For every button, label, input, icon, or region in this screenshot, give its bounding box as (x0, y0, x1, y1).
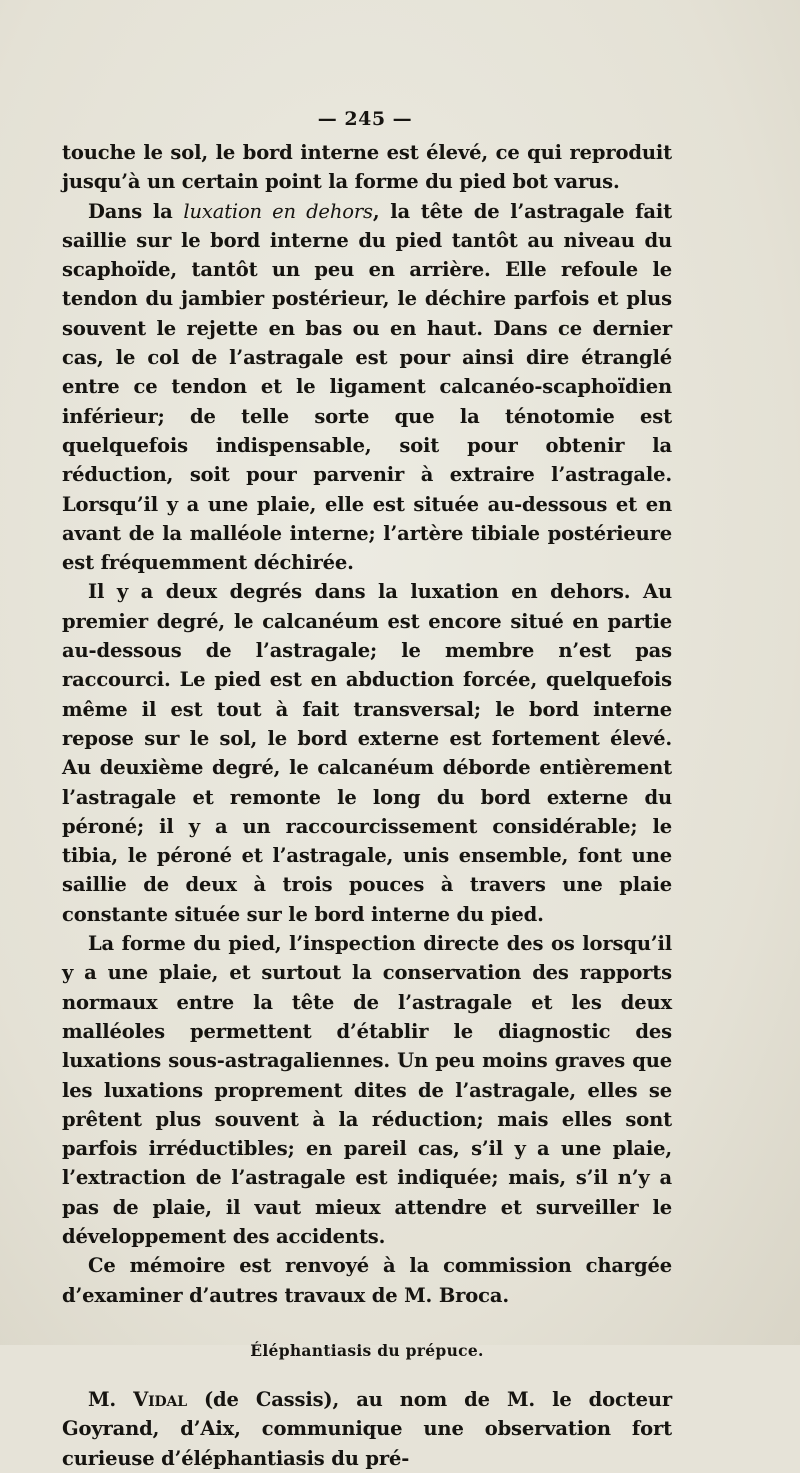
speaker-name: M. Vidal (88, 1388, 187, 1412)
paragraph-1: touche le sol, le bord interne est élevé, ce qui reproduit jusqu’à un certain point la forme du pied bot varus. (62, 141, 672, 194)
paragraph-2-rest: , la tête de l’astragale fait saillie sur le bord interne du pied tantôt au niveau du scaphoïde, tantôt un peu en arrière. Elle refoule le tendon du jambier postérieur, le déchire parfois et plus souvent le rejette en bas ou en haut. Dans ce dernier cas, le col de l’astragale est pour ainsi dire étranglé entre ce tendon et le ligament calcanéo-scaphoïdien inférieur; de telle sorte que la ténotomie est quelquefois indispensable, soit pour obtenir la réduction, soit pour parvenir à extraire l’astragale. Lorsqu’il y a une plaie, elle est située au-dessous et en avant de la malléole interne; l’artère tibiale postérieure est fréquemment déchirée. (62, 199, 673, 575)
paragraph-2-emphasis: luxation en dehors (183, 199, 373, 223)
paragraph-5: Ce mémoire est renvoyé à la commission chargée d’examiner d’autres travaux de M. Broca. (62, 1254, 672, 1307)
body-text (62, 138, 672, 1473)
paragraph-3: Il y a deux degrés dans la luxation en dehors. Au premier degré, le calcanéum est encore situé en partie au-dessous de l’astragale; le membre n’est pas raccourci. Le pied est en abduction forcée, quelquefois même il est tout à fait transversal; le bord interne repose sur le sol, le bord externe est fortement élevé. Au deuxième degré, le calcanéum déborde entièrement l’astragale et remonte le long du bord externe du péroné; il y a un raccourcissement considérable; le tibia, le péroné et l’astragale, unis ensemble, font une saillie de deux à trois pouces à travers une plaie constante située sur le bord interne du pied. (62, 580, 672, 926)
section-body: (de Cassis), au nom de M. le docteur Goyrand, d’Aix, communique une observation fort curieuse d’éléphantiasis du pré- (62, 1388, 672, 1470)
page-number: — 245 — (317, 108, 413, 130)
paragraph-2-start: Dans la (88, 199, 184, 223)
section-paragraph (62, 1385, 672, 1473)
section-heading: Éléphantiasis du prépuce. (250, 1340, 484, 1360)
paragraph-4: La forme du pied, l’inspection directe des os lorsqu’il y a une plaie, et surtout la conservation des rapports normaux entre la tête de l’astragale et les deux malléoles permettent d’établir le diagnostic des luxations sous-astragaliennes. Un peu moins graves que les luxations proprement dites de l’astragale, elles se prêtent plus souvent à la réduction; mais elles sont parfois irréductibles; en pareil cas, s’il y a une plaie, l’extraction de l’astragale est indiquée; mais, s’il n’y a pas de plaie, il vaut mieux attendre et surveiller le développement des accidents. (62, 932, 672, 1248)
paragraph-2 (62, 197, 672, 578)
